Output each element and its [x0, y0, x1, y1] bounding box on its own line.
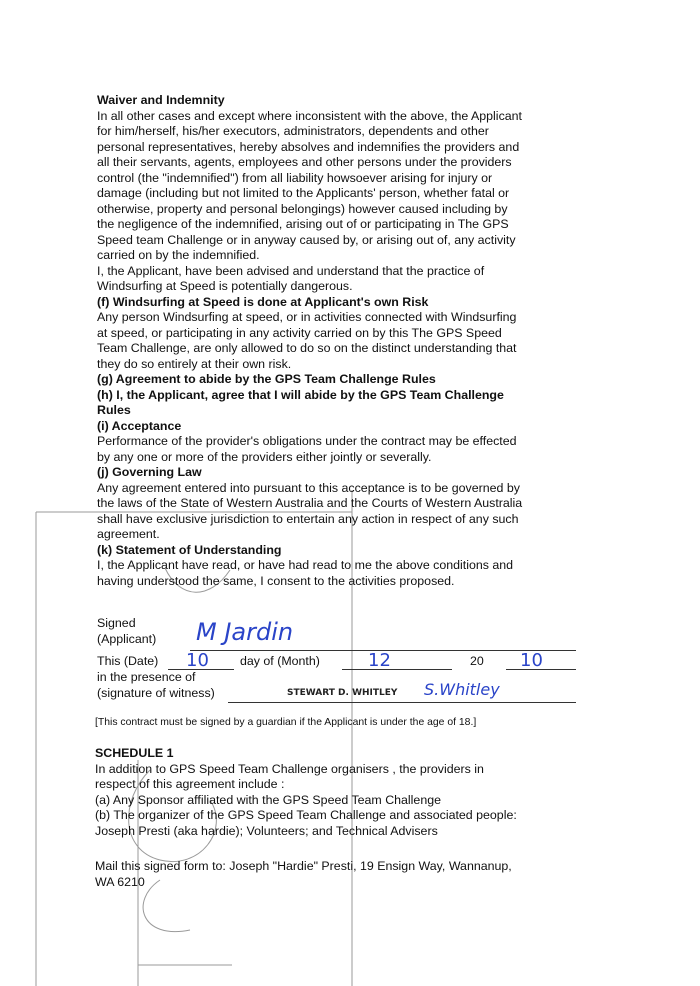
section-f-line: they do so entirely at their own risk. — [97, 356, 292, 371]
witness-line — [228, 702, 576, 703]
section-i-heading: (i) Acceptance — [97, 418, 182, 433]
waiver-line: damage (including but not limited to the Applicants' person, whether fatal or — [97, 186, 510, 200]
mail-line: Mail this signed form to: Joseph "Hardie" Presti, 19 Ensign Way, Wannanup, — [95, 859, 512, 873]
section-j-line: Any agreement entered into pursuant to this acceptance is to be governed by — [97, 480, 520, 495]
schedule-section — [95, 746, 585, 839]
mail-line: WA 6210 — [95, 874, 145, 889]
section-j-line: shall have exclusive jurisdiction to entertain any action in respect of any such — [97, 511, 519, 526]
year-value: 10 — [520, 650, 543, 671]
section-f-line: at speed, or participating in any activity carried on by this The GPS Speed — [97, 325, 502, 340]
waiver-line: otherwise, property and personal belongings) however caused including by — [97, 201, 508, 216]
date-value: 10 — [186, 650, 209, 671]
waiver-line: control (the "indemnified") from all liability howsoever arising for injury or — [97, 170, 493, 185]
waiver-line: for him/herself, his/her executors, administrators, dependents and other — [97, 124, 489, 138]
waiver-line: I, the Applicant, have been advised and understand that the practice of — [97, 263, 485, 278]
waiver-line: Speed team Challenge or in anyway caused by, or arising out of, any activity — [97, 232, 516, 247]
schedule-line: In addition to GPS Speed Team Challenge organisers , the providers in — [95, 761, 484, 776]
waiver-heading: Waiver and Indemnity — [97, 93, 225, 107]
guardian-note: [This contract must be signed by a guardian if the Applicant is under the age of 18.] — [95, 717, 477, 728]
waiver-line: In all other cases and except where inconsistent with the above, the Applicant — [97, 108, 522, 123]
witness-label: (signature of witness) — [97, 686, 215, 700]
witness-name: STEWART D. WHITLEY — [287, 688, 398, 698]
waiver-line: personal representatives, hereby absolves and indemnifies the providers and — [97, 139, 520, 154]
month-value: 12 — [368, 650, 391, 671]
section-f-line: Any person Windsurfing at speed, or in activities connected with Windsurfing — [97, 310, 517, 324]
section-h-heading-cont: Rules — [97, 403, 131, 417]
signed-label: Signed — [97, 616, 136, 630]
section-f-line: Team Challenge, are only allowed to do so on the distinct understanding that — [97, 341, 517, 355]
section-g-heading: (g) Agreement to abide by the GPS Team Challenge Rules — [97, 372, 436, 386]
schedule-line: (a) Any Sponsor affiliated with the GPS Speed Team Challenge — [95, 792, 441, 807]
witness-signature: S.Whitley — [424, 680, 500, 699]
section-i-line: by any one or more of the providers either jointly or severally. — [97, 449, 432, 464]
schedule-heading: SCHEDULE 1 — [95, 746, 174, 760]
waiver-line: all their servants, agents, employees and other persons under the providers — [97, 155, 512, 169]
section-i-line: Performance of the provider's obligations under the contract may be effected — [97, 434, 517, 448]
applicant-signature: M Jardin — [196, 618, 294, 646]
date-label: This (Date) — [97, 654, 159, 668]
waiver-line: Windsurfing at Speed is potentially dangerous. — [97, 279, 353, 293]
waiver-section — [97, 93, 577, 589]
year-prefix: 20 — [470, 654, 484, 668]
applicant-label: (Applicant) — [97, 632, 157, 646]
schedule-line: Joseph Presti (aka hardie); Volunteers; and Technical Advisers — [95, 823, 438, 838]
section-h-heading: (h) I, the Applicant, agree that I will abide by the GPS Team Challenge — [97, 387, 504, 402]
section-k-line: having understood the same, I consent to the activities proposed. — [97, 573, 455, 588]
schedule-line: (b) The organizer of the GPS Speed Team Challenge and associated people: — [95, 808, 517, 822]
section-j-line: the laws of the State of Western Australia and the Courts of Western Australia — [97, 496, 523, 510]
month-line — [342, 669, 452, 670]
waiver-line: carried on by the indemnified. — [97, 248, 260, 262]
day-of-label: day of (Month) — [240, 654, 320, 668]
presence-label: in the presence of — [97, 670, 196, 684]
section-j-line: agreement. — [97, 527, 160, 541]
section-f-heading: (f) Windsurfing at Speed is done at Applicant's own Risk — [97, 294, 429, 309]
waiver-line: the negligence of the indemnified, arising out of or participating in The GPS — [97, 217, 509, 231]
schedule-line: respect of this agreement include : — [95, 777, 285, 791]
section-k-line: I, the Applicant have read, or have had read to me the above conditions and — [97, 558, 514, 572]
year-line — [506, 669, 576, 670]
section-j-heading: (j) Governing Law — [97, 465, 202, 479]
section-k-heading: (k) Statement of Understanding — [97, 542, 282, 557]
mail-section — [95, 859, 585, 890]
